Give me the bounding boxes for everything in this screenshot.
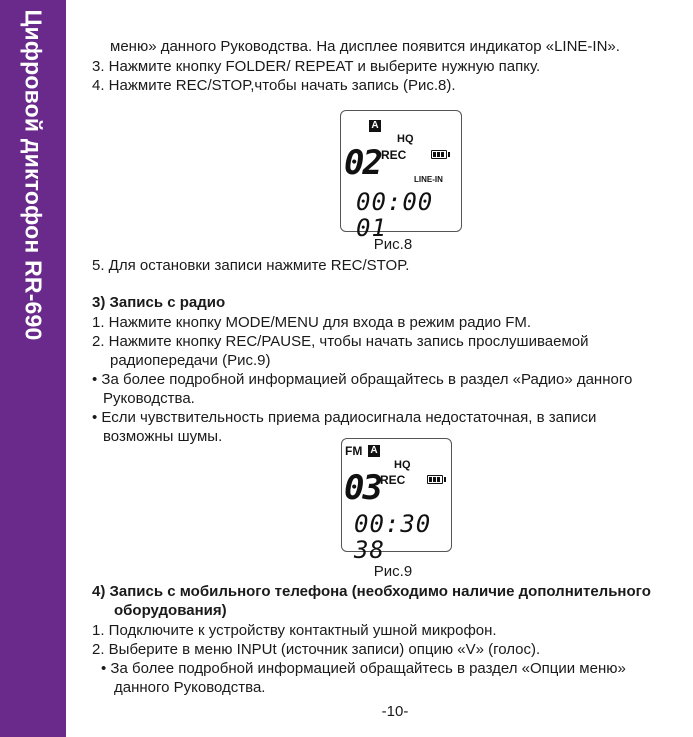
text-line-5: 1. Нажмите кнопку MODE/MENU для входа в режим радио FM. [92, 314, 532, 331]
page-number: -10- [381, 703, 409, 720]
lcd-display-fig8 [340, 110, 462, 242]
text-line-2: 3. Нажмите кнопку FOLDER/ REPEAT и выберите нужную папку. [92, 58, 541, 75]
text-line-7: радиопередачи (Рис.9) [110, 352, 271, 369]
line-in-indicator: LINE-IN [414, 175, 443, 184]
rec-indicator: REC [380, 473, 406, 487]
text-line-12: 1. Подключите к устройству контактный ушной микрофон. [92, 622, 497, 639]
text-line-11: возможны шумы. [103, 428, 223, 445]
text-line-1: меню» данного Руководства. На дисплее появится индикатор «LINE-IN». [110, 38, 620, 55]
text-line-13: 2. Выберите в меню INPUt (источник записи) опцию «V» (голос). [92, 641, 541, 658]
text-line-10: • Если чувствительность приема радиосигнала недостаточная, в записи [92, 409, 597, 426]
hq-indicator: HQ [397, 133, 414, 145]
hq-indicator: HQ [394, 459, 411, 471]
text-line-15: данного Руководства. [114, 679, 266, 696]
battery-icon [431, 150, 447, 159]
figure-caption-9: Рис.9 [373, 563, 413, 580]
folder-number: 03 [344, 468, 381, 508]
figure-caption-8: Рис.8 [373, 236, 413, 253]
time-counter: 00:00 01 [356, 188, 434, 242]
text-line-8: • За более подробной информацией обращайтесь в раздел «Радио» данного [92, 371, 633, 388]
time-counter: 00:30 38 [354, 510, 432, 564]
fm-indicator: FM [345, 444, 363, 458]
text-line-6: 2. Нажмите кнопку REC/PAUSE, чтобы начать запись прослушиваемой [92, 333, 589, 350]
lcd-display-fig9 [341, 438, 452, 564]
sidebar-band [0, 0, 66, 737]
text-line-3: 4. Нажмите REC/STOP,чтобы начать запись (Рис.8). [92, 77, 456, 94]
a-badge-icon: A [368, 445, 380, 457]
section-heading-phone: 4) Запись с мобильного телефона (необходимо наличие дополнительного [92, 583, 651, 600]
a-badge-icon: A [369, 120, 381, 132]
text-line-9: Руководства. [103, 390, 195, 407]
battery-icon [427, 475, 443, 484]
section-heading-radio: 3) Запись с радио [92, 294, 226, 311]
rec-indicator: REC [381, 148, 407, 162]
section-heading-phone-cont: оборудования) [114, 602, 227, 619]
text-line-4: 5. Для остановки записи нажмите REC/STOP. [92, 257, 410, 274]
text-line-14: • За более подробной информацией обращайтесь в раздел «Опции меню» [101, 660, 626, 677]
sidebar-title: Цифровой диктофон RR-690 [20, 9, 47, 341]
folder-number: 02 [344, 143, 381, 183]
